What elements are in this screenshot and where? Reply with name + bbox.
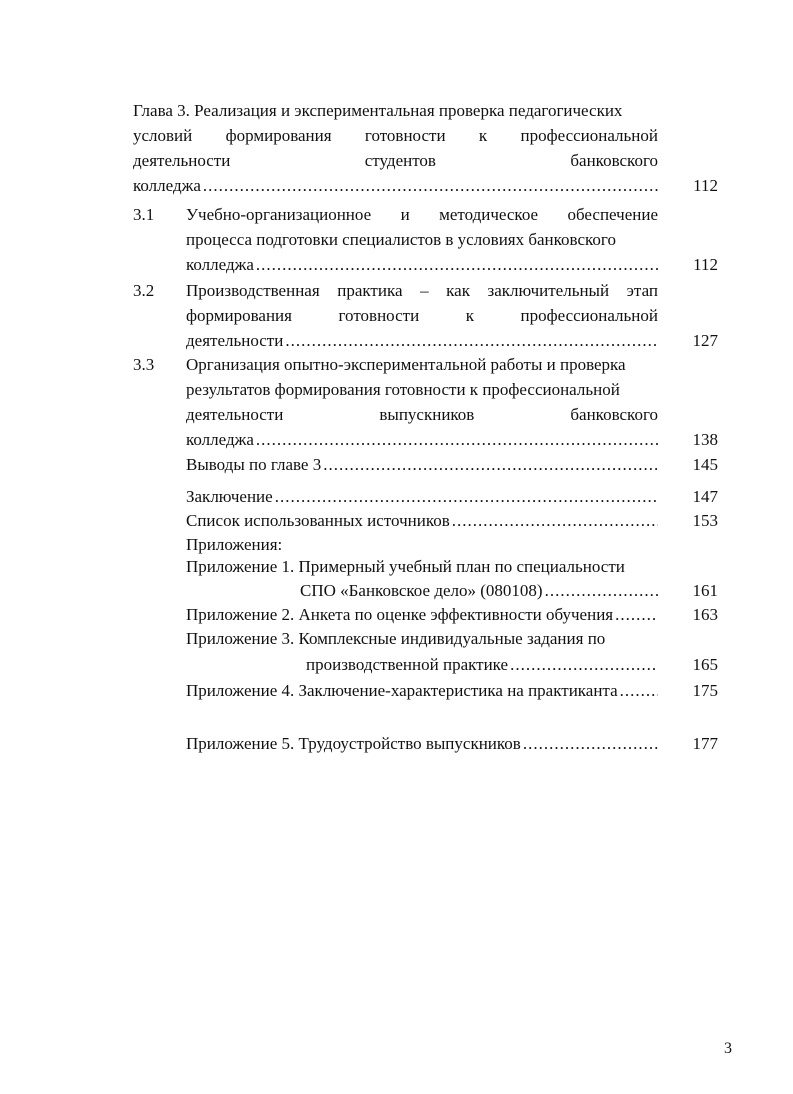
dot-leader [203,173,658,198]
toc-appendix-title-line-1: Приложение 3. Комплексные индивидуальные задания по [186,629,606,648]
toc-appendix-title-line-1: Приложение 1. Примерный учебный план по специальности [186,557,625,576]
dot-leader [523,731,658,756]
dot-leader [620,678,658,703]
toc-section-title-line-1: Организация опытно-экспериментальной работы и проверка [186,355,626,374]
toc-appendix-title-line-1: Приложение 2. Анкета по оценке эффективности обучения [186,605,614,624]
toc-appendix-title-line-1: Приложение 5. Трудоустройство выпускников [186,734,521,753]
toc-section-number: 3.1 [133,205,155,224]
toc-section-title-line-1: Производственная практика – как заключительный этап [186,281,658,300]
toc-appendix-title-line-1: Приложение 4. Заключение-характеристика на практиканта [186,681,618,700]
dot-leader [256,427,658,452]
toc-appendix-page: 177 [692,734,718,753]
toc-appendix-page: 161 [692,581,718,600]
toc-appendix-title-line-2: СПО «Банковское дело» (080108) [300,581,543,600]
toc-section-title-line-3: деятельности выпускников банковского [186,405,658,424]
toc-chapter-title-line-4: колледжа [133,176,201,195]
toc-conclusions-label: Выводы по главе 3 [186,455,322,474]
toc-appendix-page: 165 [692,655,718,674]
dot-leader [452,508,658,533]
dot-leader [275,484,658,509]
dot-leader [285,328,658,353]
toc-section-page: 127 [692,331,718,350]
toc-chapter-title-line-1: Глава 3. Реализация и экспериментальная проверка педагогических [133,101,623,120]
toc-chapter-page: 112 [693,176,718,195]
toc-section-title-line-2: результатов формирования готовности к профессиональной [186,380,620,399]
dot-leader [256,252,658,277]
toc-sources-label: Список использованных источников [186,511,450,530]
toc-section-number: 3.3 [133,355,155,374]
page-number: 3 [724,1040,732,1057]
dot-leader [615,602,658,627]
toc-section-page: 138 [692,430,718,449]
toc-section-title-line-3: деятельности [186,331,284,350]
dot-leader [323,452,658,477]
toc-appendix-title-line-2: производственной практике [306,655,509,674]
dot-leader [545,578,658,603]
toc-appendix-page: 163 [692,605,718,624]
toc-chapter-title-line-2: условий формирования готовности к профессиональной [133,126,658,145]
toc-conclusions-page: 145 [692,455,718,474]
toc-summary-page: 147 [692,487,718,506]
toc-section-title-line-2: процесса подготовки специалистов в условиях банковского [186,230,616,249]
toc-section-title-line-4: колледжа [186,430,254,449]
toc-appendices-heading-label: Приложения: [186,535,283,554]
toc-section-page: 112 [693,255,718,274]
dot-leader [510,652,658,677]
toc-appendix-page: 175 [692,681,718,700]
toc-summary-label: Заключение [186,487,273,506]
toc-section-title-line-1: Учебно-организационное и методическое обеспечение [186,205,658,224]
toc-section-title-line-2: формирования готовности к профессиональной [186,306,658,325]
toc-section-title-line-3: колледжа [186,255,254,274]
toc-section-number: 3.2 [133,281,155,300]
toc-chapter-title-line-3: деятельности студентов банковского [133,151,658,170]
toc-sources-page: 153 [692,511,718,530]
